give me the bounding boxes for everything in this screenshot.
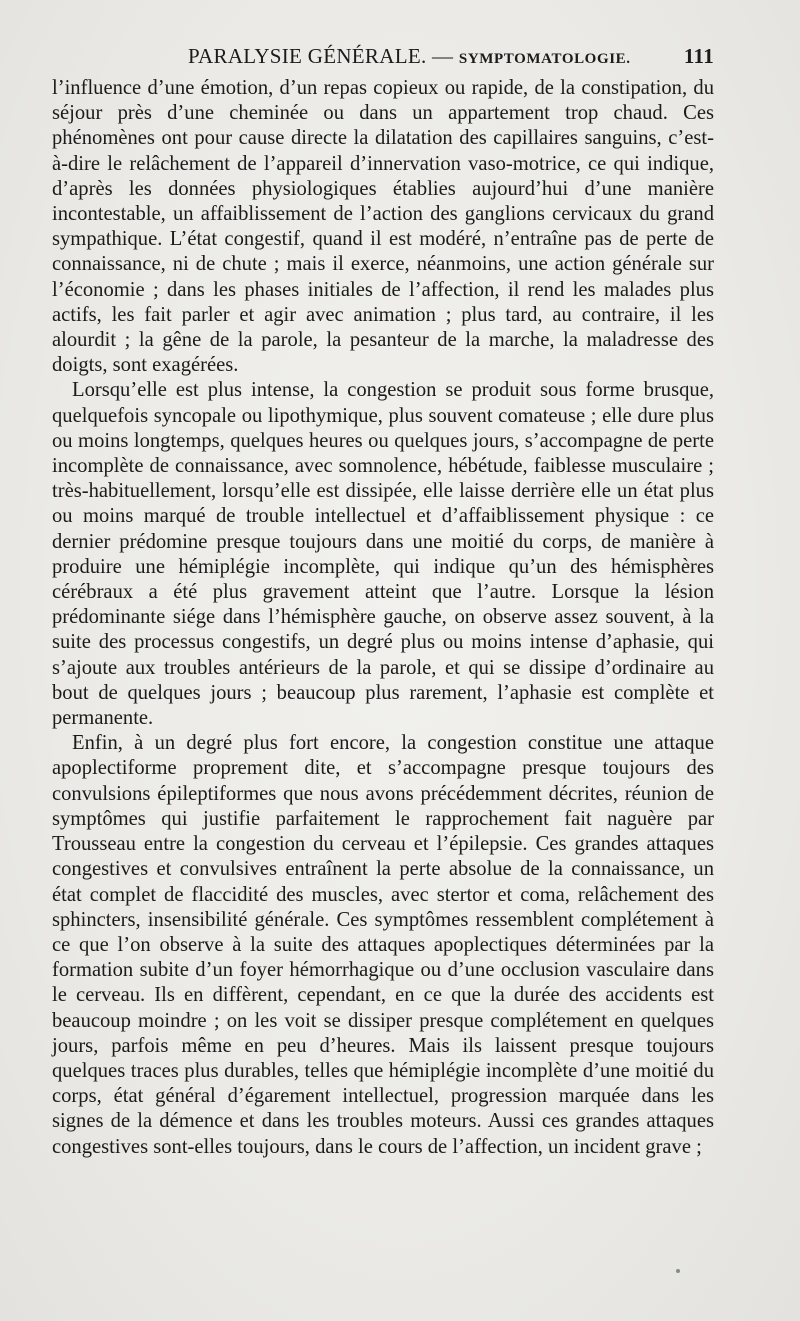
running-header — [52, 44, 714, 72]
body-text — [52, 76, 714, 1160]
header-title-dash: — — [426, 44, 459, 68]
paragraph-1: l’influence d’une émotion, d’un repas copieux ou rapide, de la constipation, du séjour près d’une cheminée ou dans un appartement trop chaud. Ces phénomènes ont pour cause directe la dilatation des capillaires sanguins, c’est-à-dire le relâchement de l’appareil d’innervation vaso-motrice, ce qui indique, d’après les données physiologiques établies aujourd’hui d’une manière incontestable, un affaiblissement de l’action des ganglions cervicaux du grand sympathique. L’état congestif, quand il est modéré, n’entraîne pas de perte de connaissance, ni de chute ; mais il exerce, néanmoins, une action générale sur l’économie ; dans les phases initiales de l’affection, il rend les malades plus actifs, les fait parler et agir avec animation ; plus tard, au contraire, il les alourdit ; la gêne de la parole, la pesanteur de la marche, la maladresse des doigts, sont exagérées. — [52, 77, 714, 377]
header-section-title: SYMPTOMATOLOGIE. — [458, 51, 631, 67]
paragraph-2: Lorsqu’elle est plus intense, la congestion se produit sous forme brusque, quelquefois syncopale ou lipothymique, plus souvent comateuse ; elle dure plus ou moins longtemps, quelques heures ou quelques jours, s’accompagne de perte incomplète de connaissance, avec somnolence, hébétude, faiblesse musculaire ; très-habituellement, lorsqu’elle est dissipée, elle laisse derrière elle un état plus ou moins marqué de trouble intellectuel et d’affaiblissement physique : ce dernier prédomine presque toujours dans une moitié du corps, de manière à produire une hémiplégie incomplète, qui indique qu’un des hémisphères cérébraux a été plus gravement atteint que l’autre. Lorsque la lésion prédominante siége dans l’hémisphère gauche, on observe assez souvent, à la suite des processus congestifs, un degré plus ou moins intense d’aphasie, qui s’ajoute aux troubles antérieurs de la parole, et qui se dissipe d’ordinaire au bout de quelques jours ; beaucoup plus rarement, l’aphasie est complète et permanente. — [52, 379, 714, 730]
ink-speck — [676, 1269, 680, 1273]
page-bottom-margin — [0, 1245, 800, 1321]
page-number: 111 — [683, 44, 714, 68]
header-title-main: PARALYSIE GÉNÉRALE. — [188, 44, 427, 68]
running-title — [188, 44, 631, 69]
paragraph-3: Enfin, à un degré plus fort encore, la congestion constitue une attaque apoplectiforme proprement dite, et s’accompagne presque toujours des convulsions épileptiformes que nous avons précédemment décrites, réunion de symptômes qui justifie parfaitement le rapprochement fait naguère par Trousseau entre la congestion du cerveau et l’épilepsie. Ces grandes attaques congestives et convulsives entraînent la perte absolue de la connaissance, un état complet de flaccidité des muscles, avec stertor et coma, relâchement des sphincters, insensibilité générale. Ces symptômes ressemblent complétement à ce que l’on observe à la suite des attaques apoplectiques déterminées par la formation subite d’un foyer hémorrhagique ou d’une occlusion vasculaire dans le cerveau. Ils en diffèrent, cependant, en ce que la durée des accidents est beaucoup moindre ; on les voit se dissiper presque complétement en quelques jours, parfois même en peu d’heures. Mais ils laissent presque toujours quelques traces plus durables, telles que hémiplégie incomplète d’une moitié du corps, état général d’égarement intellectuel, progression marquée dans les signes de la démence et dans les troubles moteurs. Aussi ces grandes attaques congestives sont-elles toujours, dans le cours de l’affection, un incident grave ; — [52, 732, 714, 1158]
